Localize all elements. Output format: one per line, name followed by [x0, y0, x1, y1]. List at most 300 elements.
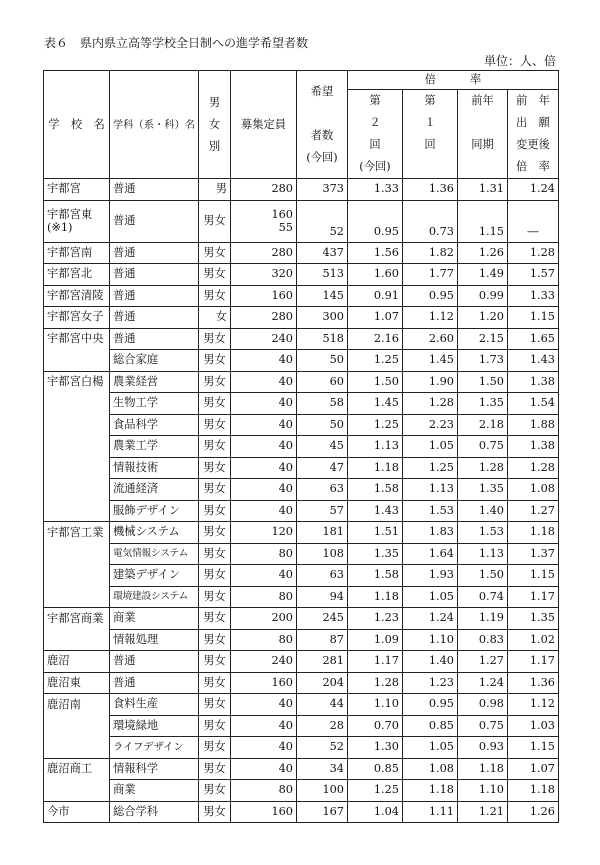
quota: 80 [231, 780, 297, 802]
prev-year-ratio: 0.93 [458, 737, 508, 759]
gender: 男女 [199, 629, 231, 651]
course-name: 服飾デザイン [110, 500, 199, 522]
gender: 男女 [199, 371, 231, 393]
applicants: 57 [297, 500, 348, 522]
table-row [44, 350, 559, 372]
school-name: 鹿沼南 [44, 694, 110, 716]
table-row [44, 328, 559, 350]
header-applicants: 希望 者数 (今回) [297, 71, 348, 179]
school-name: 鹿沼商工 [44, 758, 110, 780]
applicants: 181 [297, 522, 348, 544]
ratio-1: 1.18 [403, 780, 458, 802]
ratio-1: 0.85 [403, 715, 458, 737]
prev-year-ratio: 1.13 [458, 543, 508, 565]
prev-year-ratio: 1.28 [458, 457, 508, 479]
quota: 40 [231, 393, 297, 415]
quota: 280 [231, 179, 297, 201]
change-ratio: 1.17 [508, 586, 559, 608]
ratio-2: 1.30 [348, 737, 403, 759]
prev-year-ratio: 1.50 [458, 371, 508, 393]
prev-year-ratio: 0.98 [458, 694, 508, 716]
applicants: 47 [297, 457, 348, 479]
table-row [44, 543, 559, 565]
change-ratio: 1.36 [508, 672, 559, 694]
ratio-1: 1.13 [403, 479, 458, 501]
course-name: 情報技術 [110, 457, 199, 479]
quota: 80 [231, 543, 297, 565]
gender: 男女 [199, 285, 231, 307]
ratio-2: 1.28 [348, 672, 403, 694]
table-row [44, 414, 559, 436]
change-ratio: 1.54 [508, 393, 559, 415]
quota: 40 [231, 350, 297, 372]
gender: 男女 [199, 264, 231, 286]
table-row [44, 694, 559, 716]
course-name: 機械システム [110, 522, 199, 544]
applicants: 167 [297, 801, 348, 823]
table-row [44, 565, 559, 587]
prev-year-ratio: 1.73 [458, 350, 508, 372]
school-name: 宇都宮白楊 [44, 371, 110, 393]
ratio-2: 1.04 [348, 801, 403, 823]
course-name: 環境緑地 [110, 715, 199, 737]
quota: 200 [231, 608, 297, 630]
gender: 男女 [199, 393, 231, 415]
quota: 40 [231, 457, 297, 479]
applicants: 245 [297, 608, 348, 630]
table-row [44, 651, 559, 673]
school-name [44, 737, 110, 759]
ratio-1: 0.95 [403, 285, 458, 307]
quota: 40 [231, 500, 297, 522]
ratio-2: 0.95 [348, 200, 403, 242]
ratio-1: 1.28 [403, 393, 458, 415]
course-name: 普通 [110, 285, 199, 307]
prev-year-ratio: 1.18 [458, 758, 508, 780]
table-row [44, 479, 559, 501]
ratio-1: 1.05 [403, 436, 458, 458]
change-ratio: 1.88 [508, 414, 559, 436]
gender: 男女 [199, 694, 231, 716]
prev-year-ratio: 0.83 [458, 629, 508, 651]
change-ratio: 1.18 [508, 522, 559, 544]
applicants: 145 [297, 285, 348, 307]
school-name: 宇都宮商業 [44, 608, 110, 630]
table-row [44, 371, 559, 393]
course-name: 電気情報システム [110, 543, 199, 565]
course-name: 普通 [110, 328, 199, 350]
prev-year-ratio: 0.75 [458, 715, 508, 737]
quota: 80 [231, 629, 297, 651]
change-ratio: 1.33 [508, 285, 559, 307]
prev-year-ratio: 1.35 [458, 393, 508, 415]
prev-year-ratio: 0.74 [458, 586, 508, 608]
prev-year-ratio: 1.24 [458, 672, 508, 694]
table-row [44, 200, 559, 242]
quota: 320 [231, 264, 297, 286]
header-ratio-2: 第 ２ 回 (今回) [348, 90, 403, 179]
school-name [44, 479, 110, 501]
course-name: 流通経済 [110, 479, 199, 501]
ratio-2: 2.16 [348, 328, 403, 350]
prev-year-ratio: 1.15 [458, 200, 508, 242]
header-gender: 男 女 別 [199, 71, 231, 179]
ratio-2: 1.18 [348, 457, 403, 479]
header-school: 学 校 名 [44, 71, 110, 179]
school-name [44, 393, 110, 415]
table-row [44, 393, 559, 415]
header-change-ratio: 前 年 出 願 変更後 倍 率 [508, 90, 559, 179]
table-row [44, 264, 559, 286]
gender: 男女 [199, 479, 231, 501]
school-name: 鹿沼 [44, 651, 110, 673]
header-course: 学科（系・科）名 [110, 71, 199, 179]
table-row [44, 457, 559, 479]
course-name: 普通 [110, 651, 199, 673]
ratio-2: 1.58 [348, 479, 403, 501]
course-name: 商業 [110, 780, 199, 802]
school-name: 宇都宮女子 [44, 307, 110, 329]
gender: 男女 [199, 242, 231, 264]
prev-year-ratio: 1.35 [458, 479, 508, 501]
ratio-1: 1.36 [403, 179, 458, 201]
ratio-2: 1.25 [348, 780, 403, 802]
table-row [44, 436, 559, 458]
change-ratio: 1.17 [508, 651, 559, 673]
school-name [44, 586, 110, 608]
table-row [44, 307, 559, 329]
gender: 男女 [199, 565, 231, 587]
course-name: 商業 [110, 608, 199, 630]
school-name: 今市 [44, 801, 110, 823]
ratio-2: 1.45 [348, 393, 403, 415]
change-ratio: 1.26 [508, 801, 559, 823]
gender: 男女 [199, 328, 231, 350]
prev-year-ratio: 0.75 [458, 436, 508, 458]
school-name: 鹿沼東 [44, 672, 110, 694]
quota: 40 [231, 758, 297, 780]
change-ratio: 1.28 [508, 242, 559, 264]
applicants: 45 [297, 436, 348, 458]
ratio-1: 2.23 [403, 414, 458, 436]
table-row [44, 672, 559, 694]
prev-year-ratio: 1.20 [458, 307, 508, 329]
applicants: 50 [297, 414, 348, 436]
ratio-1: 1.11 [403, 801, 458, 823]
course-name: 普通 [110, 307, 199, 329]
course-name: 総合家庭 [110, 350, 199, 372]
applicants: 50 [297, 350, 348, 372]
applicants: 44 [297, 694, 348, 716]
table-row [44, 758, 559, 780]
prev-year-ratio: 1.19 [458, 608, 508, 630]
ratio-1: 1.24 [403, 608, 458, 630]
gender: 男女 [199, 608, 231, 630]
prev-year-ratio: 1.53 [458, 522, 508, 544]
ratio-2: 1.13 [348, 436, 403, 458]
school-name: 宇都宮北 [44, 264, 110, 286]
ratio-2: 1.33 [348, 179, 403, 201]
header-quota: 募集定員 [231, 71, 297, 179]
prev-year-ratio: 2.15 [458, 328, 508, 350]
ratio-1: 1.08 [403, 758, 458, 780]
school-name [44, 780, 110, 802]
table-row [44, 179, 559, 201]
applicants: 87 [297, 629, 348, 651]
school-name: 宇都宮清陵 [44, 285, 110, 307]
change-ratio: 1.28 [508, 457, 559, 479]
ratio-1: 1.53 [403, 500, 458, 522]
change-ratio: 1.15 [508, 307, 559, 329]
table-row [44, 737, 559, 759]
school-name [44, 457, 110, 479]
change-ratio: 1.27 [508, 500, 559, 522]
quota: 40 [231, 694, 297, 716]
table-body [44, 179, 559, 823]
gender: 男女 [199, 737, 231, 759]
table-row [44, 285, 559, 307]
ratio-2: 1.25 [348, 414, 403, 436]
gender: 男女 [199, 436, 231, 458]
quota: 280 [231, 307, 297, 329]
ratio-2: 0.91 [348, 285, 403, 307]
applicants: 52 [297, 200, 348, 242]
table-row [44, 586, 559, 608]
table-header [44, 71, 559, 179]
prev-year-ratio: 1.40 [458, 500, 508, 522]
change-ratio: 1.07 [508, 758, 559, 780]
table-row [44, 500, 559, 522]
applicants: 63 [297, 479, 348, 501]
course-name: 生物工学 [110, 393, 199, 415]
prev-year-ratio: 1.26 [458, 242, 508, 264]
quota: 40 [231, 737, 297, 759]
quota: 160 [231, 801, 297, 823]
header-ratio-1: 第 １ 回 [403, 90, 458, 179]
change-ratio: 1.18 [508, 780, 559, 802]
applicants: 60 [297, 371, 348, 393]
prev-year-ratio: 1.10 [458, 780, 508, 802]
course-name: 情報処理 [110, 629, 199, 651]
change-ratio: 1.38 [508, 436, 559, 458]
ratio-2: 1.07 [348, 307, 403, 329]
unit-label: 単位：人、倍 [483, 54, 556, 68]
school-name: 宇都宮南 [44, 242, 110, 264]
applicants: 373 [297, 179, 348, 201]
course-name: 普通 [110, 200, 199, 242]
gender: 男女 [199, 801, 231, 823]
ratio-2: 1.25 [348, 350, 403, 372]
ratio-1: 1.05 [403, 586, 458, 608]
applicants: 52 [297, 737, 348, 759]
school-name: 宇都宮工業 [44, 522, 110, 544]
ratio-2: 1.51 [348, 522, 403, 544]
ratio-1: 1.10 [403, 629, 458, 651]
ratio-1: 0.73 [403, 200, 458, 242]
quota: 120 [231, 522, 297, 544]
gender: 男女 [199, 414, 231, 436]
prev-year-ratio: 1.21 [458, 801, 508, 823]
change-ratio: 1.65 [508, 328, 559, 350]
quota: 280 [231, 242, 297, 264]
change-ratio: ― [508, 200, 559, 242]
school-name [44, 436, 110, 458]
school-name: 宇都宮中央 [44, 328, 110, 350]
table-row [44, 780, 559, 802]
quota: 40 [231, 371, 297, 393]
course-name: ライフデザイン [110, 737, 199, 759]
quota: 40 [231, 436, 297, 458]
ratio-1: 1.83 [403, 522, 458, 544]
gender: 男女 [199, 500, 231, 522]
quota: 40 [231, 565, 297, 587]
course-name: 普通 [110, 242, 199, 264]
school-name [44, 500, 110, 522]
table-row [44, 522, 559, 544]
course-name: 普通 [110, 672, 199, 694]
ratio-1: 0.95 [403, 694, 458, 716]
quota: 80 [231, 586, 297, 608]
course-name: 農業経営 [110, 371, 199, 393]
ratio-2: 1.23 [348, 608, 403, 630]
prev-year-ratio: 1.27 [458, 651, 508, 673]
prev-year-ratio: 1.49 [458, 264, 508, 286]
school-name: 宇都宮 [44, 179, 110, 201]
ratio-1: 1.40 [403, 651, 458, 673]
course-name: 食品科学 [110, 414, 199, 436]
gender: 男 [199, 179, 231, 201]
school-name [44, 629, 110, 651]
school-name: 宇都宮東 (※1) [44, 200, 110, 242]
applicants: 437 [297, 242, 348, 264]
ratio-2: 1.56 [348, 242, 403, 264]
school-name [44, 350, 110, 372]
course-name: 農業工学 [110, 436, 199, 458]
school-name [44, 414, 110, 436]
quota: 40 [231, 479, 297, 501]
ratio-2: 1.60 [348, 264, 403, 286]
course-name: 普通 [110, 264, 199, 286]
table-row [44, 608, 559, 630]
ratio-2: 1.58 [348, 565, 403, 587]
table-row [44, 629, 559, 651]
change-ratio: 1.57 [508, 264, 559, 286]
ratio-2: 1.18 [348, 586, 403, 608]
school-name [44, 565, 110, 587]
gender: 男女 [199, 651, 231, 673]
ratio-1: 1.77 [403, 264, 458, 286]
change-ratio: 1.02 [508, 629, 559, 651]
prev-year-ratio: 2.18 [458, 414, 508, 436]
gender: 男女 [199, 543, 231, 565]
applicants-table [43, 70, 559, 823]
gender: 男女 [199, 672, 231, 694]
table-title: 表６ 県内県立高等学校全日制への進学希望者数 [44, 36, 309, 50]
gender: 女 [199, 307, 231, 329]
ratio-2: 1.09 [348, 629, 403, 651]
ratio-2: 1.35 [348, 543, 403, 565]
header-ratio-group: 倍 率 [348, 71, 559, 90]
change-ratio: 1.37 [508, 543, 559, 565]
course-name: 建築デザイン [110, 565, 199, 587]
applicants: 100 [297, 780, 348, 802]
applicants: 63 [297, 565, 348, 587]
applicants: 58 [297, 393, 348, 415]
school-name [44, 543, 110, 565]
ratio-1: 2.60 [403, 328, 458, 350]
ratio-2: 1.43 [348, 500, 403, 522]
change-ratio: 1.43 [508, 350, 559, 372]
ratio-1: 1.25 [403, 457, 458, 479]
change-ratio: 1.08 [508, 479, 559, 501]
change-ratio: 1.03 [508, 715, 559, 737]
course-name: 総合学科 [110, 801, 199, 823]
table-row [44, 801, 559, 823]
prev-year-ratio: 1.50 [458, 565, 508, 587]
applicants: 513 [297, 264, 348, 286]
prev-year-ratio: 1.31 [458, 179, 508, 201]
change-ratio: 1.35 [508, 608, 559, 630]
course-name: 環境建設システム [110, 586, 199, 608]
course-name: 普通 [110, 179, 199, 201]
quota: 40 [231, 715, 297, 737]
ratio-1: 1.45 [403, 350, 458, 372]
quota: 240 [231, 651, 297, 673]
change-ratio: 1.12 [508, 694, 559, 716]
quota: 160 [231, 672, 297, 694]
change-ratio: 1.38 [508, 371, 559, 393]
ratio-1: 1.93 [403, 565, 458, 587]
applicants: 28 [297, 715, 348, 737]
course-name: 情報科学 [110, 758, 199, 780]
ratio-1: 1.82 [403, 242, 458, 264]
applicants: 300 [297, 307, 348, 329]
ratio-2: 0.70 [348, 715, 403, 737]
ratio-1: 1.12 [403, 307, 458, 329]
ratio-2: 1.17 [348, 651, 403, 673]
applicants: 94 [297, 586, 348, 608]
gender: 男女 [199, 780, 231, 802]
ratio-2: 1.50 [348, 371, 403, 393]
applicants: 108 [297, 543, 348, 565]
change-ratio: 1.24 [508, 179, 559, 201]
table-row [44, 242, 559, 264]
applicants: 518 [297, 328, 348, 350]
ratio-1: 1.23 [403, 672, 458, 694]
ratio-1: 1.90 [403, 371, 458, 393]
change-ratio: 1.15 [508, 565, 559, 587]
header-prev-year: 前年 同期 [458, 90, 508, 179]
gender: 男女 [199, 522, 231, 544]
gender: 男女 [199, 758, 231, 780]
gender: 男女 [199, 350, 231, 372]
school-name [44, 715, 110, 737]
gender: 男女 [199, 586, 231, 608]
table-row [44, 715, 559, 737]
gender: 男女 [199, 457, 231, 479]
change-ratio: 1.15 [508, 737, 559, 759]
quota: 240 [231, 328, 297, 350]
ratio-1: 1.05 [403, 737, 458, 759]
prev-year-ratio: 0.99 [458, 285, 508, 307]
quota: 40 [231, 414, 297, 436]
applicants: 34 [297, 758, 348, 780]
course-name: 食料生産 [110, 694, 199, 716]
gender: 男女 [199, 200, 231, 242]
ratio-2: 0.85 [348, 758, 403, 780]
quota: 160 [231, 285, 297, 307]
ratio-2: 1.10 [348, 694, 403, 716]
